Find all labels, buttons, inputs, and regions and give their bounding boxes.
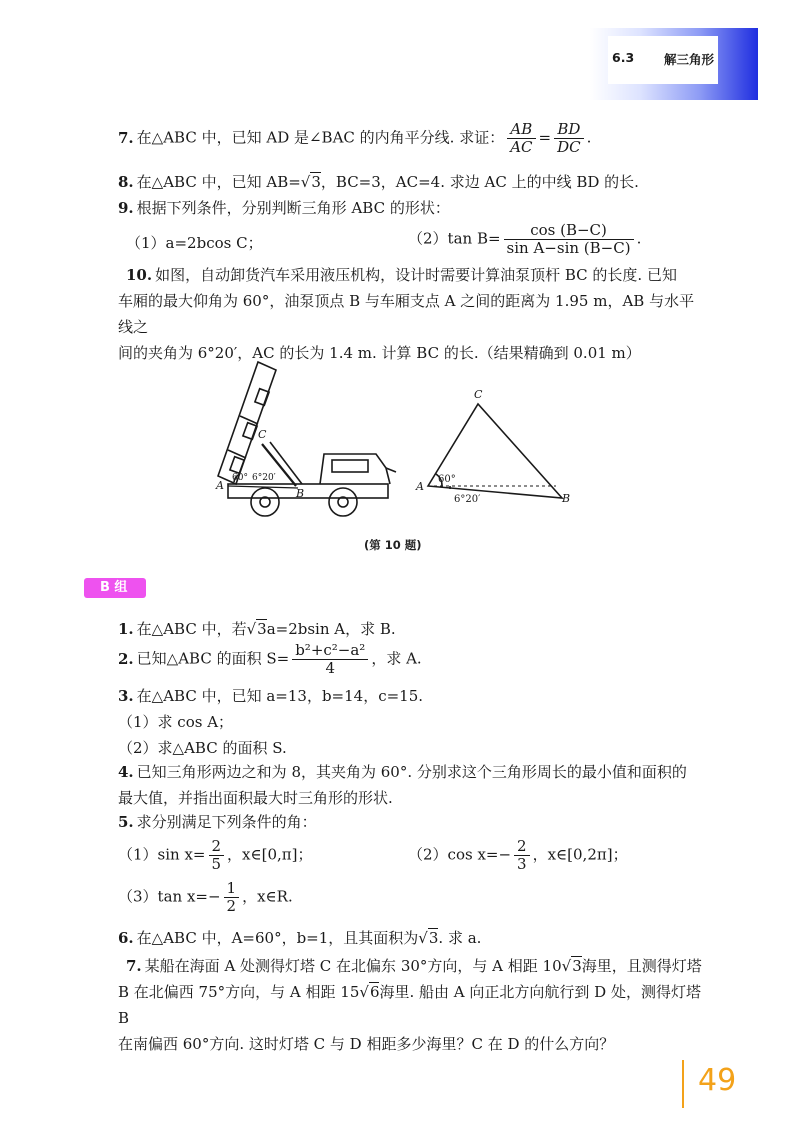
group-b-badge: B 组 [84,578,146,598]
problem-9-part-1: （1）a=2bcos C； [126,234,263,252]
triangle-angle-620: 6°20′ [454,494,481,505]
fraction: $\frac{\cos (B-C)}{\text{sin A−sin (B−C)}}$ [504,222,634,257]
triangle-angle-60: 60° [438,474,456,485]
b-problem-4: 4. 已知三角形两边之和为 8，其夹角为 60°. 分别求这个三角形周长的最小值和面积的 最大值，并指出面积最大时三角形的形状. [118,763,687,807]
truck-label-b: B [296,487,305,500]
triangle-label-c: C [474,388,483,401]
b-problem-3-part-2: （2）求△ABC 的面积 S. [118,739,287,757]
b-problem-7: 7. 某船在海面 A 处测得灯塔 C 在北偏东 30°方向，与 A 相距 10√3海里，且测得灯塔 B 在北偏西 75°方向，与 A 相距 15√6海里. 船由 A 向正北方向航行到 D 处，测得灯塔 B 在南偏西 60°方向. 这时灯塔 C 与 D 相距多少海里？C 在 D 的什么方向？ [118,957,702,1053]
problem-9-part-2: （2）tan B= $\frac{\cos (B-C)}{\text{sin A−sin (B−C)}}$ . [408,221,642,257]
b-problem-5-part-3: （3）tan x=− $\frac{1}{2}$ ，x∈R. [118,879,293,915]
triangle-label-b: B [562,492,571,505]
page-number: 49 [698,1063,737,1098]
truck-bed-slot [255,389,269,406]
fraction: $\frac{AB}{AC}$ [507,121,535,156]
truck-cab [320,454,390,484]
figure-caption: (第 10 题) [364,538,422,552]
truck-wheel [329,488,357,516]
b-problem-3-part-1: （1）求 cos A； [118,713,234,731]
fraction: $\frac{BD}{DC}$ [554,121,584,156]
truck-angle-60: 60° [232,473,248,483]
problem-9: 9. 根据下列条件，分别判断三角形 ABC 的形状： [118,199,450,217]
b-problem-1: 1. 在△ABC 中，若√3a=2bsin A，求 B. [118,620,396,638]
fraction: $\frac{\text{b²+c²−a²}}{4}$ [292,642,368,677]
truck-label-a: A [216,479,224,492]
page-number-rule [682,1060,684,1108]
b-problem-5-part-1: （1）sin x= $\frac{2}{5}$ ，x∈[0,π]； [118,837,313,873]
problem-7: 7. 在△ABC 中，已知 AD 是∠BAC 的内角平分线. 求证： $\frac{AB}{AC}$ = $\frac{BD}{DC}$ . [118,120,592,156]
b-problem-5-part-2: （2）cos x=− $\frac{2}{3}$ ，x∈[0,2π]； [408,837,628,873]
truck-label-c: C [258,428,267,441]
b-problem-5: 5. 求分别满足下列条件的角： [118,813,317,831]
section-number: 6.3 [612,50,635,65]
truck-bed-slot [243,423,257,440]
truck-wheel [251,488,279,516]
problem-10-figure [210,356,590,526]
section-title: 解三角形 [664,52,715,67]
b-problem-6: 6. 在△ABC 中，A=60°，b=1，且其面积为√3. 求 a. [118,929,482,947]
truck-bed-slot [230,457,244,474]
problem-8: 8. 在△ABC 中，已知 AB=√3，BC=3，AC=4. 求边 AC 上的中线 BD 的长. [118,173,639,191]
truck-angle-620: 6°20′ [252,473,276,483]
triangle-label-a: A [416,480,424,493]
b-problem-2: 2. 已知△ABC 的面积 S= $\frac{\text{b²+c²−a²}}{4}$ ，求 A. [118,641,422,677]
b-problem-3: 3. 在△ABC 中，已知 a=13，b=14，c=15. [118,687,424,705]
truck-window [332,460,368,472]
problem-10: 10. 如图，自动卸货汽车采用液压机构，设计时需要计算油泵顶杆 BC 的长度. 已知 车厢的最大仰角为 60°，油泵顶点 B 与车厢支点 A 之间的距离为 1.95 m，AB 与水平线之 间的夹角为 6°20′，AC 的长为 1.4 m. 计算 BC 的长.（结果精确到 0.01 m） [118,266,695,362]
